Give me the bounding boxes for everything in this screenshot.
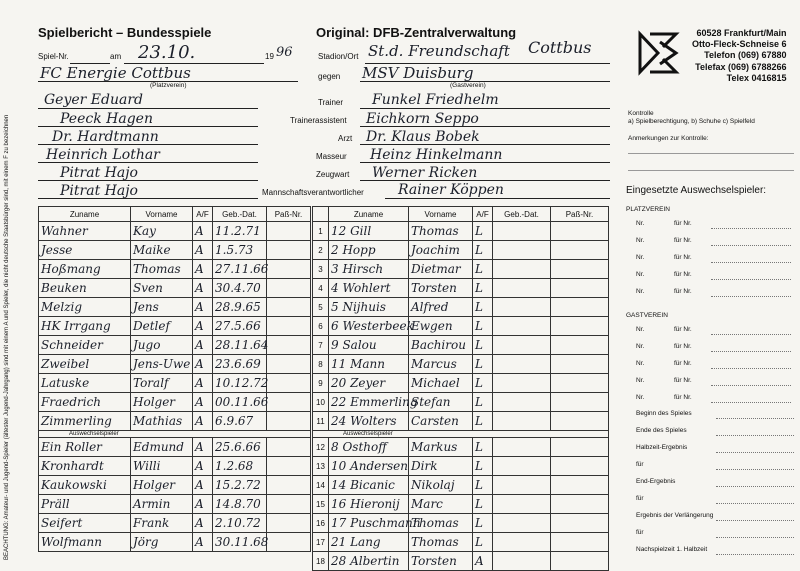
cell-vorname: Nikolaj <box>409 476 473 495</box>
cell-pass <box>267 476 311 495</box>
time-row: Ende des Spieles <box>636 427 796 434</box>
cell-geb: 11.2.71 <box>213 222 267 241</box>
table-row <box>313 279 609 298</box>
table-row <box>313 241 609 260</box>
cell-af: L <box>473 298 493 317</box>
cell-geb: 28.9.65 <box>213 298 267 317</box>
cell-af: A <box>193 355 213 374</box>
cell-af: A <box>193 533 213 552</box>
cell-nr: 5 <box>313 298 329 317</box>
away-masseur: Heinz Hinkelmann <box>370 147 503 163</box>
table-row <box>39 412 311 431</box>
home-zeugwart: Pitrat Hajo <box>60 165 138 181</box>
table-row <box>39 298 311 317</box>
cell-nr: 14 <box>313 476 329 495</box>
table-row <box>39 279 311 298</box>
col-vorname: Vorname <box>131 207 193 222</box>
cell-geb: 6.9.67 <box>213 412 267 431</box>
col-vorname: Vorname <box>409 207 473 222</box>
cell-vorname: Holger <box>131 393 193 412</box>
cell-zuname: 6 Westerbeek <box>329 317 409 336</box>
cell-vorname: Thomas <box>409 533 473 552</box>
table-row <box>313 457 609 476</box>
cell-geb: 1.2.68 <box>213 457 267 476</box>
cell-zuname: 8 Osthoff <box>329 438 409 457</box>
cell-vorname: Frank <box>131 514 193 533</box>
cell-af: L <box>473 336 493 355</box>
table-row <box>313 222 609 241</box>
cell-vorname: Dirk <box>409 457 473 476</box>
col-zuname: Zuname <box>329 207 409 222</box>
cell-vorname: Kay <box>131 222 193 241</box>
cell-nr: 17 <box>313 533 329 552</box>
cell-pass <box>267 533 311 552</box>
home-trainer: Geyer Eduard <box>44 92 144 108</box>
cell-af: L <box>473 514 493 533</box>
time-row: Ergebnis der Verlängerung <box>636 512 796 519</box>
table-row <box>39 355 311 374</box>
cell-geb: 15.2.72 <box>213 476 267 495</box>
time-row: Halbzeit-Ergebnis <box>636 444 796 451</box>
cell-zuname: Latuske <box>39 374 131 393</box>
cell-af: A <box>193 298 213 317</box>
table-row <box>39 533 311 552</box>
table-row <box>313 495 609 514</box>
anmerkungen-label: Anmerkungen zur Kontrolle: <box>628 135 709 142</box>
cell-vorname: Michael <box>409 374 473 393</box>
cell-pass <box>267 514 311 533</box>
platzverein-heading: PLATZVEREIN <box>626 206 670 213</box>
cell-af: A <box>193 412 213 431</box>
cell-zuname: Ein Roller <box>39 438 131 457</box>
table-row <box>313 260 609 279</box>
table-row <box>39 260 311 279</box>
zeugwart-label: Zeugwart <box>316 170 350 179</box>
time-row: für <box>636 495 796 502</box>
cell-nr: 6 <box>313 317 329 336</box>
dfb-address: 60528 Frankfurt/Main Otto-Fleck-Schneise 6 Telefon (069) 67880 Telefax (069) 6788266 Telex 0416815 <box>692 28 787 83</box>
cell-vorname: Maike <box>131 241 193 260</box>
cell-geb: 27.5.66 <box>213 317 267 336</box>
cell-vorname: Torsten <box>409 279 473 298</box>
time-row: Beginn des Spieles <box>636 410 796 417</box>
cell-vorname: Detlef <box>131 317 193 336</box>
table-row <box>39 393 311 412</box>
cell-af: A <box>193 336 213 355</box>
auswechsel-header: Auswechselspieler <box>39 431 311 438</box>
platzverein-caption: (Platzverein) <box>150 82 187 89</box>
cell-zuname: Zweibel <box>39 355 131 374</box>
cell-zuname: 28 Albertin <box>329 552 409 571</box>
ort-value: Cottbus <box>528 38 592 57</box>
cell-vorname: Torsten <box>409 552 473 571</box>
cell-vorname: Thomas <box>409 222 473 241</box>
cell-zuname: 9 Salou <box>329 336 409 355</box>
cell-vorname: Marcus <box>409 355 473 374</box>
table-row <box>313 412 609 431</box>
table-row <box>39 374 311 393</box>
cell-zuname: Beuken <box>39 279 131 298</box>
cell-nr: 12 <box>313 438 329 457</box>
col-af: A/F <box>193 207 213 222</box>
col-af: A/F <box>473 207 493 222</box>
cell-nr: 11 <box>313 412 329 431</box>
cell-zuname: 2 Hopp <box>329 241 409 260</box>
cell-vorname: Stefan <box>409 393 473 412</box>
away-arzt: Dr. Klaus Bobek <box>366 129 480 145</box>
time-row: Nachspielzeit 1. Halbzeit <box>636 546 796 553</box>
kontrolle-items: a) Spielberechtigung, b) Schuhe c) Spielfeld <box>628 118 755 125</box>
time-row: für <box>636 461 796 468</box>
cell-vorname: Holger <box>131 476 193 495</box>
cell-zuname: 10 Andersen <box>329 457 409 476</box>
match-date: 23.10. <box>138 42 196 63</box>
table-row <box>313 533 609 552</box>
cell-vorname: Dietmar <box>409 260 473 279</box>
cell-vorname: Armin <box>131 495 193 514</box>
table-row <box>313 514 609 533</box>
dfb-logo-icon <box>636 30 682 76</box>
cell-af: L <box>473 279 493 298</box>
cell-vorname: Jens-Uwe <box>131 355 193 374</box>
cell-zuname: Präll <box>39 495 131 514</box>
cell-vorname: Ewgen <box>409 317 473 336</box>
cell-af: L <box>473 438 493 457</box>
table-row <box>39 222 311 241</box>
cell-geb: 23.6.69 <box>213 355 267 374</box>
home-team: FC Energie Cottbus <box>40 64 191 82</box>
cell-zuname: Melzig <box>39 298 131 317</box>
cell-vorname: Toralf <box>131 374 193 393</box>
home-mannschaftsverantwortlicher: Pitrat Hajo <box>60 183 138 199</box>
original-label: Original: DFB-Zentralverwaltung <box>316 25 517 40</box>
cell-zuname: 3 Hirsch <box>329 260 409 279</box>
side-note: BEACHTUNG: Amateur- und Jugend-Spieler (ältester Jugend-Jahrgang) sind mit einem A und Spieler, die nicht deutsche Staatsbürger sind, mit einem F zu bezeichnen <box>4 114 10 560</box>
cell-af: L <box>473 495 493 514</box>
cell-af: L <box>473 374 493 393</box>
cell-af: A <box>193 457 213 476</box>
cell-geb: 00.11.66 <box>213 393 267 412</box>
form-title: Spielbericht – Bundesspiele <box>38 25 212 40</box>
cell-af: A <box>193 260 213 279</box>
eingesetzte-title: Eingesetzte Auswechselspieler: <box>626 185 767 196</box>
table-row <box>313 476 609 495</box>
cell-zuname: 22 Emmerling <box>329 393 409 412</box>
gegen-label: gegen <box>318 72 341 81</box>
home-roster-table <box>38 206 311 552</box>
cell-af: L <box>473 412 493 431</box>
cell-geb: 14.8.70 <box>213 495 267 514</box>
home-arzt: Dr. Hardtmann <box>52 129 159 145</box>
cell-pass <box>267 298 311 317</box>
table-row <box>313 393 609 412</box>
cell-vorname: Jörg <box>131 533 193 552</box>
arzt-label: Arzt <box>338 134 353 143</box>
table-row <box>313 298 609 317</box>
cell-pass <box>267 412 311 431</box>
auswechsel-header: Auswechselspieler <box>313 431 609 438</box>
cell-af: A <box>193 374 213 393</box>
cell-af: L <box>473 533 493 552</box>
away-trainer: Funkel Friedhelm <box>372 92 499 108</box>
cell-vorname: Edmund <box>131 438 193 457</box>
cell-pass <box>267 457 311 476</box>
cell-vorname: Jens <box>131 298 193 317</box>
cell-pass <box>267 393 311 412</box>
table-row <box>39 476 311 495</box>
cell-af: A <box>193 393 213 412</box>
cell-zuname: Zimmerling <box>39 412 131 431</box>
away-team: MSV Duisburg <box>362 64 474 82</box>
am-label: am <box>110 52 122 61</box>
cell-pass <box>267 222 311 241</box>
cell-geb: 25.6.66 <box>213 438 267 457</box>
cell-nr: 2 <box>313 241 329 260</box>
cell-zuname: Wolfmann <box>39 533 131 552</box>
table-row <box>39 457 311 476</box>
cell-af: L <box>473 355 493 374</box>
cell-zuname: Kronhardt <box>39 457 131 476</box>
trainer-label: Trainer <box>318 98 344 107</box>
cell-geb: 10.12.72 <box>213 374 267 393</box>
table-row <box>39 514 311 533</box>
cell-af: L <box>473 317 493 336</box>
cell-af: A <box>193 317 213 336</box>
cell-zuname: Seifert <box>39 514 131 533</box>
cell-nr: 4 <box>313 279 329 298</box>
cell-af: L <box>473 476 493 495</box>
cell-vorname: Joachim <box>409 241 473 260</box>
table-row <box>313 355 609 374</box>
cell-vorname: Mathias <box>131 412 193 431</box>
kontrolle-label: Kontrolle <box>628 110 654 117</box>
cell-af: A <box>473 552 493 571</box>
cell-geb: 1.5.73 <box>213 241 267 260</box>
cell-vorname: Sven <box>131 279 193 298</box>
away-co-trainer: Eichkorn Seppo <box>366 111 479 127</box>
cell-vorname: Bachirou <box>409 336 473 355</box>
cell-nr: 9 <box>313 374 329 393</box>
cell-zuname: 24 Wolters <box>329 412 409 431</box>
gastverein-caption: (Gastverein) <box>450 82 486 89</box>
cell-pass <box>267 279 311 298</box>
time-row: für <box>636 529 796 536</box>
cell-pass <box>267 355 311 374</box>
cell-zuname: 5 Nijhuis <box>329 298 409 317</box>
cell-vorname: Thomas <box>131 260 193 279</box>
cell-vorname: Jugo <box>131 336 193 355</box>
time-row: End-Ergebnis <box>636 478 796 485</box>
col-geb: Geb.-Dat. <box>493 207 551 222</box>
cell-zuname: Jesse <box>39 241 131 260</box>
home-masseur: Heinrich Lothar <box>46 147 160 163</box>
col-geb: Geb.-Dat. <box>213 207 267 222</box>
cell-nr: 15 <box>313 495 329 514</box>
cell-zuname: 16 Hieronij <box>329 495 409 514</box>
cell-vorname: Markus <box>409 438 473 457</box>
table-row <box>313 374 609 393</box>
cell-geb: 30.4.70 <box>213 279 267 298</box>
cell-pass <box>267 336 311 355</box>
cell-vorname: Willi <box>131 457 193 476</box>
cell-vorname: Thomas <box>409 514 473 533</box>
cell-vorname: Carsten <box>409 412 473 431</box>
match-year: 96 <box>276 45 293 60</box>
cell-pass <box>267 241 311 260</box>
table-row <box>39 241 311 260</box>
cell-af: L <box>473 393 493 412</box>
cell-pass <box>267 495 311 514</box>
cell-zuname: 12 Gill <box>329 222 409 241</box>
cell-nr: 7 <box>313 336 329 355</box>
cell-vorname: Marc <box>409 495 473 514</box>
cell-nr: 8 <box>313 355 329 374</box>
cell-zuname: HK Irrgang <box>39 317 131 336</box>
cell-zuname: Wahner <box>39 222 131 241</box>
cell-nr: 18 <box>313 552 329 571</box>
cell-geb: 2.10.72 <box>213 514 267 533</box>
cell-af: A <box>193 438 213 457</box>
cell-zuname: 21 Lang <box>329 533 409 552</box>
away-mannschaftsverantwortlicher: Rainer Köppen <box>398 182 504 198</box>
cell-zuname: Kaukowski <box>39 476 131 495</box>
cell-zuname: Schneider <box>39 336 131 355</box>
home-co-trainer: Peeck Hagen <box>60 111 153 127</box>
cell-geb: 28.11.64 <box>213 336 267 355</box>
cell-af: A <box>193 514 213 533</box>
cell-pass <box>267 317 311 336</box>
cell-af: A <box>193 241 213 260</box>
gastverein-heading: GASTVEREIN <box>626 312 668 319</box>
cell-af: A <box>193 476 213 495</box>
cell-nr: 13 <box>313 457 329 476</box>
masseur-label: Masseur <box>316 152 347 161</box>
spiel-nr-label: Spiel-Nr. <box>38 52 69 61</box>
table-row <box>39 495 311 514</box>
cell-nr: 1 <box>313 222 329 241</box>
cell-af: L <box>473 260 493 279</box>
col-zuname: Zuname <box>39 207 131 222</box>
co-trainer-label: Trainerassistent <box>290 116 347 125</box>
col-pass: Paß-Nr. <box>551 207 609 222</box>
table-row <box>313 317 609 336</box>
cell-vorname: Alfred <box>409 298 473 317</box>
stadion-label: Stadion/Ort <box>318 52 359 61</box>
cell-nr: 10 <box>313 393 329 412</box>
cell-zuname: 17 Puschmann <box>329 514 409 533</box>
cell-pass <box>267 438 311 457</box>
cell-zuname: Fraedrich <box>39 393 131 412</box>
cell-zuname: 14 Bicanic <box>329 476 409 495</box>
table-row <box>313 438 609 457</box>
away-zeugwart: Werner Ricken <box>372 165 478 181</box>
away-roster-table <box>312 206 609 571</box>
table-row <box>39 336 311 355</box>
col-pass: Paß-Nr. <box>267 207 311 222</box>
table-row <box>39 438 311 457</box>
cell-af: L <box>473 241 493 260</box>
cell-pass <box>267 374 311 393</box>
cell-af: L <box>473 222 493 241</box>
cell-geb: 30.11.68 <box>213 533 267 552</box>
year-prefix: 19 <box>265 52 274 61</box>
stadion-value: St.d. Freundschaft <box>368 42 510 60</box>
cell-af: A <box>193 222 213 241</box>
cell-zuname: 20 Zeyer <box>329 374 409 393</box>
cell-af: A <box>193 495 213 514</box>
cell-zuname: Hoßmang <box>39 260 131 279</box>
mv-label: Mannschaftsverantwortlicher <box>262 188 364 197</box>
table-row <box>313 552 609 571</box>
cell-nr: 3 <box>313 260 329 279</box>
cell-zuname: 4 Wohlert <box>329 279 409 298</box>
cell-nr: 16 <box>313 514 329 533</box>
cell-af: L <box>473 457 493 476</box>
cell-pass <box>267 260 311 279</box>
table-row <box>39 317 311 336</box>
cell-geb: 27.11.66 <box>213 260 267 279</box>
cell-zuname: 11 Mann <box>329 355 409 374</box>
cell-af: A <box>193 279 213 298</box>
table-row <box>313 336 609 355</box>
